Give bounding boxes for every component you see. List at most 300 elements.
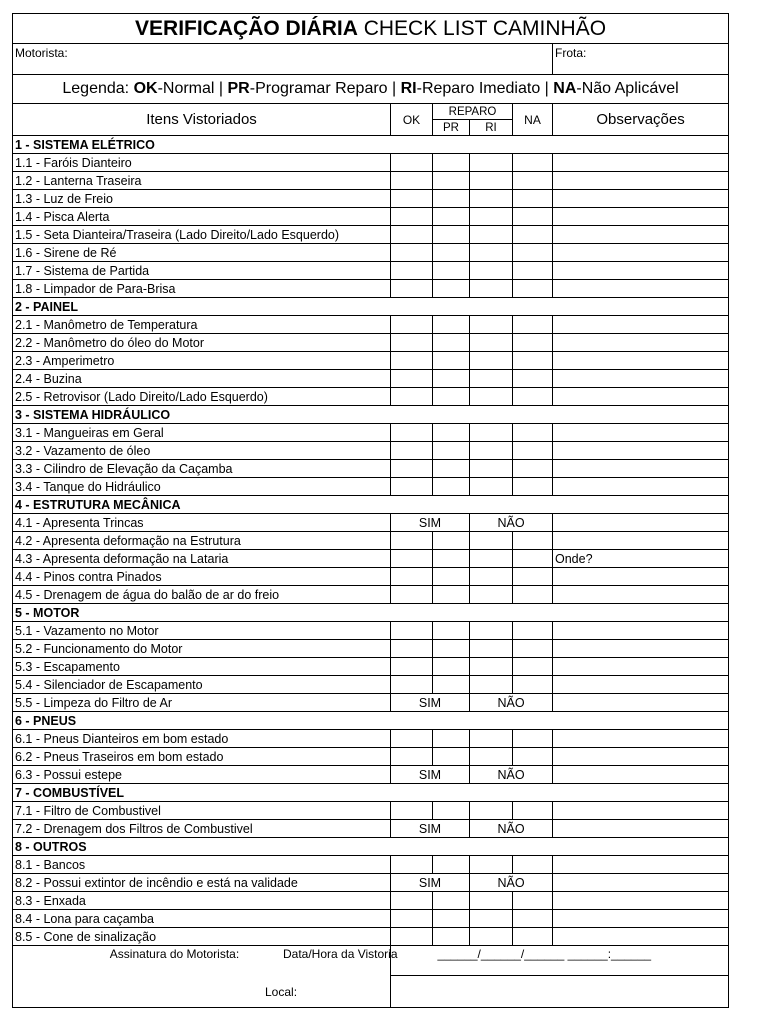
obs-field[interactable] [553, 514, 729, 532]
datetime-label: Data/Hora da Vistoria [283, 947, 398, 961]
ok-checkbox[interactable] [391, 226, 433, 244]
motorista-field[interactable] [13, 44, 553, 75]
legend-ok-code: OK [133, 80, 158, 97]
obs-field[interactable] [553, 928, 729, 946]
ri-checkbox[interactable] [470, 892, 513, 910]
item-label: 1.5 - Seta Dianteira/Traseira (Lado Direito/Lado Esquerdo) [13, 226, 391, 244]
ok-checkbox[interactable] [391, 928, 433, 946]
item-row [13, 910, 729, 928]
legend-prefix: Legenda: [62, 80, 134, 97]
footer-body [13, 946, 729, 1008]
nao-option[interactable]: NÃO [470, 766, 553, 784]
obs-field[interactable] [553, 208, 729, 226]
item-row [13, 766, 729, 784]
obs-field[interactable] [553, 730, 729, 748]
obs-field[interactable] [553, 226, 729, 244]
sim-option[interactable]: SIM [391, 766, 470, 784]
pr-checkbox[interactable] [433, 676, 470, 694]
obs-field[interactable] [553, 568, 729, 586]
pr-checkbox[interactable] [433, 316, 470, 334]
ok-checkbox[interactable] [391, 460, 433, 478]
pr-checkbox[interactable] [433, 388, 470, 406]
col-na-header: NA [513, 104, 553, 136]
ri-checkbox[interactable] [470, 478, 513, 496]
column-header-row [13, 104, 729, 120]
pr-checkbox[interactable] [433, 424, 470, 442]
item-label: 3.4 - Tanque do Hidráulico [13, 478, 391, 496]
legend-na-text: -Não Aplicável [576, 80, 679, 97]
sim-option[interactable]: SIM [391, 820, 470, 838]
na-checkbox[interactable] [513, 460, 553, 478]
obs-field[interactable] [553, 244, 729, 262]
checklist-sheet [12, 13, 728, 1008]
ri-checkbox[interactable] [470, 658, 513, 676]
section-row [13, 712, 729, 730]
obs-field[interactable] [553, 334, 729, 352]
na-checkbox[interactable] [513, 892, 553, 910]
ri-checkbox[interactable] [470, 586, 513, 604]
ri-checkbox[interactable] [470, 370, 513, 388]
title-row [13, 14, 729, 44]
na-checkbox[interactable] [513, 154, 553, 172]
obs-field[interactable] [553, 856, 729, 874]
na-checkbox[interactable] [513, 856, 553, 874]
item-row [13, 388, 729, 406]
legend-ok-text: -Normal | [157, 80, 228, 97]
ok-checkbox[interactable] [391, 856, 433, 874]
local-label: Local: [265, 984, 298, 999]
item-row [13, 244, 729, 262]
sim-option[interactable]: SIM [391, 874, 470, 892]
pr-checkbox[interactable] [433, 748, 470, 766]
section-title: 4 - ESTRUTURA MECÂNICA [13, 496, 729, 514]
pr-checkbox[interactable] [433, 154, 470, 172]
pr-checkbox[interactable] [433, 442, 470, 460]
item-label: 8.4 - Lona para caçamba [13, 910, 391, 928]
ok-checkbox[interactable] [391, 676, 433, 694]
item-row [13, 748, 729, 766]
obs-field[interactable] [553, 316, 729, 334]
item-row [13, 550, 729, 568]
item-row [13, 532, 729, 550]
legend-ri-text: -Reparo Imediato | [416, 80, 554, 97]
item-row [13, 856, 729, 874]
obs-field[interactable] [553, 352, 729, 370]
item-row [13, 316, 729, 334]
datetime-blanks: ______/______/______ ______:______ [437, 947, 652, 961]
obs-field[interactable] [553, 676, 729, 694]
frota-label: Frota: [555, 46, 587, 60]
pr-checkbox[interactable] [433, 226, 470, 244]
ri-checkbox[interactable] [470, 568, 513, 586]
sim-option[interactable]: SIM [391, 694, 470, 712]
pr-checkbox[interactable] [433, 172, 470, 190]
section-title: 7 - COMBUSTÍVEL [13, 784, 729, 802]
item-label: 5.4 - Silenciador de Escapamento [13, 676, 391, 694]
legend-pr-text: -Programar Reparo | [249, 80, 401, 97]
item-row [13, 658, 729, 676]
item-label: 4.5 - Drenagem de água do balão de ar do freio [13, 586, 391, 604]
items-body [13, 136, 729, 946]
datetime-field[interactable] [283, 946, 729, 976]
item-row [13, 676, 729, 694]
col-items-header: Itens Vistoriados [13, 104, 391, 136]
pr-checkbox[interactable] [433, 730, 470, 748]
ri-checkbox[interactable] [470, 334, 513, 352]
ri-checkbox[interactable] [470, 856, 513, 874]
obs-field[interactable] [553, 766, 729, 784]
item-row [13, 226, 729, 244]
pr-checkbox[interactable] [433, 262, 470, 280]
ok-checkbox[interactable] [391, 190, 433, 208]
nao-option[interactable]: NÃO [470, 874, 553, 892]
ok-checkbox[interactable] [391, 262, 433, 280]
pr-checkbox[interactable] [433, 568, 470, 586]
item-label: 5.1 - Vazamento no Motor [13, 622, 391, 640]
na-checkbox[interactable] [513, 172, 553, 190]
ok-checkbox[interactable] [391, 892, 433, 910]
section-row [13, 496, 729, 514]
ri-checkbox[interactable] [470, 622, 513, 640]
ri-checkbox[interactable] [470, 172, 513, 190]
ok-checkbox[interactable] [391, 280, 433, 298]
pr-checkbox[interactable] [433, 856, 470, 874]
ri-checkbox[interactable] [470, 676, 513, 694]
obs-field[interactable] [553, 262, 729, 280]
item-label: 1.1 - Faróis Dianteiro [13, 154, 391, 172]
obs-field[interactable] [553, 694, 729, 712]
item-label: 1.6 - Sirene de Ré [13, 244, 391, 262]
na-checkbox[interactable] [513, 226, 553, 244]
page-title [13, 14, 729, 44]
obs-field[interactable] [553, 478, 729, 496]
ok-checkbox[interactable] [391, 424, 433, 442]
na-checkbox[interactable] [513, 568, 553, 586]
sim-option[interactable]: SIM [391, 514, 470, 532]
section-title: 6 - PNEUS [13, 712, 729, 730]
item-row [13, 442, 729, 460]
motorista-label: Motorista: [15, 46, 68, 60]
na-checkbox[interactable] [513, 262, 553, 280]
pr-checkbox[interactable] [433, 892, 470, 910]
section-row [13, 784, 729, 802]
pr-checkbox[interactable] [433, 208, 470, 226]
col-obs-header: Observações [553, 104, 729, 136]
na-checkbox[interactable] [513, 640, 553, 658]
na-checkbox[interactable] [513, 676, 553, 694]
ok-checkbox[interactable] [391, 640, 433, 658]
na-checkbox[interactable] [513, 208, 553, 226]
section-row [13, 136, 729, 154]
nao-option[interactable]: NÃO [470, 694, 553, 712]
na-checkbox[interactable] [513, 730, 553, 748]
na-checkbox[interactable] [513, 550, 553, 568]
ok-checkbox[interactable] [391, 478, 433, 496]
ri-checkbox[interactable] [470, 190, 513, 208]
pr-checkbox[interactable] [433, 658, 470, 676]
col-ri-header: RI [470, 120, 513, 136]
ok-checkbox[interactable] [391, 208, 433, 226]
pr-checkbox[interactable] [433, 802, 470, 820]
na-checkbox[interactable] [513, 388, 553, 406]
item-label: 1.8 - Limpador de Para-Brisa [13, 280, 391, 298]
item-label: 8.3 - Enxada [13, 892, 391, 910]
item-label: 4.4 - Pinos contra Pinados [13, 568, 391, 586]
section-title: 8 - OUTROS [13, 838, 729, 856]
ok-checkbox[interactable] [391, 442, 433, 460]
na-checkbox[interactable] [513, 532, 553, 550]
obs-field[interactable] [553, 586, 729, 604]
item-row [13, 208, 729, 226]
item-row [13, 424, 729, 442]
item-row [13, 694, 729, 712]
item-label: 7.2 - Drenagem dos Filtros de Combustivel [13, 820, 391, 838]
item-row [13, 622, 729, 640]
item-label: 2.2 - Manômetro do óleo do Motor [13, 334, 391, 352]
section-title: 3 - SISTEMA HIDRÁULICO [13, 406, 729, 424]
obs-field[interactable] [553, 874, 729, 892]
obs-field[interactable] [553, 172, 729, 190]
obs-field[interactable] [553, 370, 729, 388]
ri-checkbox[interactable] [470, 208, 513, 226]
pr-checkbox[interactable] [433, 190, 470, 208]
ri-checkbox[interactable] [470, 442, 513, 460]
na-checkbox[interactable] [513, 586, 553, 604]
item-label: 1.7 - Sistema de Partida [13, 262, 391, 280]
signature-label: Assinatura do Motorista: [109, 947, 240, 961]
section-row [13, 838, 729, 856]
item-row [13, 262, 729, 280]
section-title: 2 - PAINEL [13, 298, 729, 316]
na-checkbox[interactable] [513, 334, 553, 352]
item-row [13, 334, 729, 352]
obs-field[interactable] [553, 190, 729, 208]
item-label: 4.3 - Apresenta deformação na Lataria [13, 550, 391, 568]
title-rest: CHECK LIST CAMINHÃO [357, 16, 607, 40]
signature-row [13, 946, 729, 976]
pr-checkbox[interactable] [433, 622, 470, 640]
item-row [13, 352, 729, 370]
ri-checkbox[interactable] [470, 532, 513, 550]
obs-field[interactable] [553, 622, 729, 640]
pr-checkbox[interactable] [433, 352, 470, 370]
ri-checkbox[interactable] [470, 352, 513, 370]
item-row [13, 874, 729, 892]
na-checkbox[interactable] [513, 748, 553, 766]
na-checkbox[interactable] [513, 802, 553, 820]
ri-checkbox[interactable] [470, 280, 513, 298]
ri-checkbox[interactable] [470, 928, 513, 946]
ri-checkbox[interactable] [470, 388, 513, 406]
ri-checkbox[interactable] [470, 640, 513, 658]
item-row [13, 568, 729, 586]
frota-field[interactable] [553, 44, 729, 75]
obs-field[interactable] [553, 154, 729, 172]
item-label: 3.1 - Mangueiras em Geral [13, 424, 391, 442]
na-checkbox[interactable] [513, 658, 553, 676]
obs-field[interactable] [553, 910, 729, 928]
item-row [13, 820, 729, 838]
na-checkbox[interactable] [513, 910, 553, 928]
ok-checkbox[interactable] [391, 154, 433, 172]
obs-field[interactable] [553, 892, 729, 910]
ok-checkbox[interactable] [391, 568, 433, 586]
col-ok-header: OK [391, 104, 433, 136]
item-row [13, 172, 729, 190]
obs-field[interactable] [553, 442, 729, 460]
na-checkbox[interactable] [513, 280, 553, 298]
item-label: 5.2 - Funcionamento do Motor [13, 640, 391, 658]
pr-checkbox[interactable] [433, 460, 470, 478]
item-label: 8.5 - Cone de sinalização [13, 928, 391, 946]
section-title: 1 - SISTEMA ELÉTRICO [13, 136, 729, 154]
item-row [13, 154, 729, 172]
section-row [13, 604, 729, 622]
ok-checkbox[interactable] [391, 532, 433, 550]
obs-field[interactable]: Onde? [553, 550, 729, 568]
item-label: 5.3 - Escapamento [13, 658, 391, 676]
na-checkbox[interactable] [513, 928, 553, 946]
na-checkbox[interactable] [513, 424, 553, 442]
section-row [13, 298, 729, 316]
ri-checkbox[interactable] [470, 550, 513, 568]
pr-checkbox[interactable] [433, 640, 470, 658]
obs-field[interactable] [553, 820, 729, 838]
obs-field[interactable] [553, 388, 729, 406]
ok-checkbox[interactable] [391, 334, 433, 352]
obs-field[interactable] [553, 532, 729, 550]
ri-checkbox[interactable] [470, 910, 513, 928]
pr-checkbox[interactable] [433, 478, 470, 496]
na-checkbox[interactable] [513, 190, 553, 208]
item-row [13, 478, 729, 496]
legend [13, 75, 729, 104]
legend-pr-code: PR [227, 80, 250, 97]
ok-checkbox[interactable] [391, 316, 433, 334]
section-row [13, 406, 729, 424]
legend-na-code: NA [553, 80, 577, 97]
obs-field[interactable] [553, 658, 729, 676]
item-row [13, 280, 729, 298]
ok-checkbox[interactable] [391, 622, 433, 640]
title-bold: VERIFICAÇÃO DIÁRIA [135, 16, 358, 40]
pr-checkbox[interactable] [433, 532, 470, 550]
item-label: 1.4 - Pisca Alerta [13, 208, 391, 226]
ok-checkbox[interactable] [391, 586, 433, 604]
item-label: 6.3 - Possui estepe [13, 766, 391, 784]
item-row [13, 190, 729, 208]
col-reparo-header: REPARO [433, 104, 513, 120]
pr-checkbox[interactable] [433, 586, 470, 604]
na-checkbox[interactable] [513, 244, 553, 262]
pr-checkbox[interactable] [433, 370, 470, 388]
item-label: 3.2 - Vazamento de óleo [13, 442, 391, 460]
item-row [13, 514, 729, 532]
na-checkbox[interactable] [513, 352, 553, 370]
ok-checkbox[interactable] [391, 802, 433, 820]
ri-checkbox[interactable] [470, 802, 513, 820]
na-checkbox[interactable] [513, 442, 553, 460]
ident-row [13, 44, 729, 75]
item-label: 3.3 - Cilindro de Elevação da Caçamba [13, 460, 391, 478]
item-label: 2.1 - Manômetro de Temperatura [13, 316, 391, 334]
col-pr-header: PR [433, 120, 470, 136]
item-row [13, 730, 729, 748]
local-field[interactable] [265, 976, 729, 1008]
ok-checkbox[interactable] [391, 388, 433, 406]
item-row [13, 460, 729, 478]
obs-field[interactable] [553, 802, 729, 820]
ri-checkbox[interactable] [470, 316, 513, 334]
pr-checkbox[interactable] [433, 910, 470, 928]
ok-checkbox[interactable] [391, 910, 433, 928]
pr-checkbox[interactable] [433, 280, 470, 298]
item-label: 6.2 - Pneus Traseiros em bom estado [13, 748, 391, 766]
obs-field[interactable] [553, 460, 729, 478]
item-label: 6.1 - Pneus Dianteiros em bom estado [13, 730, 391, 748]
item-label: 8.2 - Possui extintor de incêndio e está na validade [13, 874, 391, 892]
ri-checkbox[interactable] [470, 460, 513, 478]
checklist-table [12, 13, 729, 1008]
item-label: 4.2 - Apresenta deformação na Estrutura [13, 532, 391, 550]
item-label: 2.3 - Amperimetro [13, 352, 391, 370]
ri-checkbox[interactable] [470, 262, 513, 280]
ri-checkbox[interactable] [470, 154, 513, 172]
item-label: 8.1 - Bancos [13, 856, 391, 874]
nao-option[interactable]: NÃO [470, 820, 553, 838]
na-checkbox[interactable] [513, 622, 553, 640]
item-row [13, 802, 729, 820]
ri-checkbox[interactable] [470, 244, 513, 262]
pr-checkbox[interactable] [433, 550, 470, 568]
nao-option[interactable]: NÃO [470, 514, 553, 532]
pr-checkbox[interactable] [433, 334, 470, 352]
obs-field[interactable] [553, 640, 729, 658]
obs-field[interactable] [553, 748, 729, 766]
ok-checkbox[interactable] [391, 370, 433, 388]
item-row [13, 928, 729, 946]
item-label: 2.4 - Buzina [13, 370, 391, 388]
ok-checkbox[interactable] [391, 172, 433, 190]
na-checkbox[interactable] [513, 370, 553, 388]
na-checkbox[interactable] [513, 316, 553, 334]
ok-checkbox[interactable] [391, 550, 433, 568]
item-label: 2.5 - Retrovisor (Lado Direito/Lado Esquerdo) [13, 388, 391, 406]
item-label: 1.3 - Luz de Freio [13, 190, 391, 208]
ok-checkbox[interactable] [391, 244, 433, 262]
ri-checkbox[interactable] [470, 226, 513, 244]
item-row [13, 640, 729, 658]
pr-checkbox[interactable] [433, 928, 470, 946]
item-row [13, 370, 729, 388]
item-row [13, 892, 729, 910]
obs-field[interactable] [553, 280, 729, 298]
item-label: 7.1 - Filtro de Combustivel [13, 802, 391, 820]
pr-checkbox[interactable] [433, 244, 470, 262]
ri-checkbox[interactable] [470, 424, 513, 442]
ok-checkbox[interactable] [391, 748, 433, 766]
ok-checkbox[interactable] [391, 352, 433, 370]
ri-checkbox[interactable] [470, 730, 513, 748]
obs-field[interactable] [553, 424, 729, 442]
ri-checkbox[interactable] [470, 748, 513, 766]
ok-checkbox[interactable] [391, 658, 433, 676]
na-checkbox[interactable] [513, 478, 553, 496]
ok-checkbox[interactable] [391, 730, 433, 748]
item-label: 5.5 - Limpeza do Filtro de Ar [13, 694, 391, 712]
legend-ri-code: RI [400, 80, 417, 97]
item-label: 1.2 - Lanterna Traseira [13, 172, 391, 190]
